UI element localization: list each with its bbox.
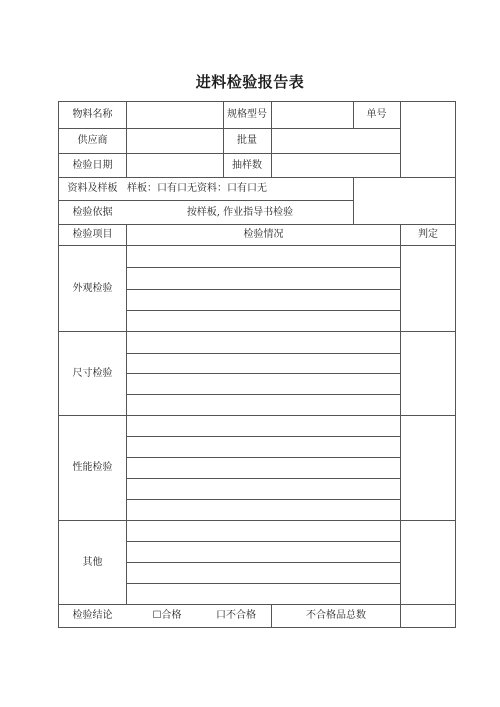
- order-no-label: 单号: [366, 109, 387, 120]
- spec-label: 规格型号: [227, 109, 267, 120]
- defect-total-label: 不合格品总数: [306, 610, 366, 621]
- sample-qty-label: 抽样数: [232, 159, 262, 171]
- docs-label: 资料及样板: [67, 183, 118, 194]
- section-performance: 性能检验: [72, 462, 113, 473]
- section-other: 其他: [82, 556, 103, 568]
- section-appearance: 外观检验: [72, 282, 113, 294]
- docs-side-field[interactable]: [354, 178, 455, 224]
- basis-content: 按样板, 作业指导书检验: [186, 206, 294, 218]
- basis-label: 检验依据: [72, 206, 113, 218]
- sample-qty-field[interactable]: [272, 154, 400, 177]
- col-judge-header: 判定: [418, 229, 438, 240]
- material-name-label: 物料名称: [72, 109, 113, 120]
- docs-content: 样板：口有口无资料：口有口无: [127, 183, 267, 194]
- fail-checkbox[interactable]: 口不合格: [216, 610, 256, 621]
- batch-field[interactable]: [272, 129, 400, 153]
- defect-total-field[interactable]: [401, 605, 455, 627]
- inspection-form: [58, 101, 456, 628]
- material-name-field[interactable]: [127, 102, 223, 128]
- col-item-header: 检验项目: [72, 229, 113, 240]
- page-title: 进料检验报告表: [195, 73, 305, 91]
- col-status-header: 检验情况: [243, 229, 284, 240]
- inspect-date-label: 检验日期: [72, 159, 113, 171]
- pass-checkbox[interactable]: ☐合格: [152, 610, 182, 621]
- inspect-date-field[interactable]: [127, 154, 223, 177]
- section-dimension: 尺寸检验: [72, 367, 113, 379]
- order-no-field[interactable]: [401, 102, 455, 128]
- spec-field[interactable]: [272, 102, 353, 128]
- supplier-field[interactable]: [127, 129, 223, 153]
- order-side-field[interactable]: [401, 129, 455, 177]
- batch-label: 批量: [237, 135, 257, 146]
- conclusion-label: 检验结论: [72, 610, 113, 621]
- supplier-label: 供应商: [77, 135, 108, 146]
